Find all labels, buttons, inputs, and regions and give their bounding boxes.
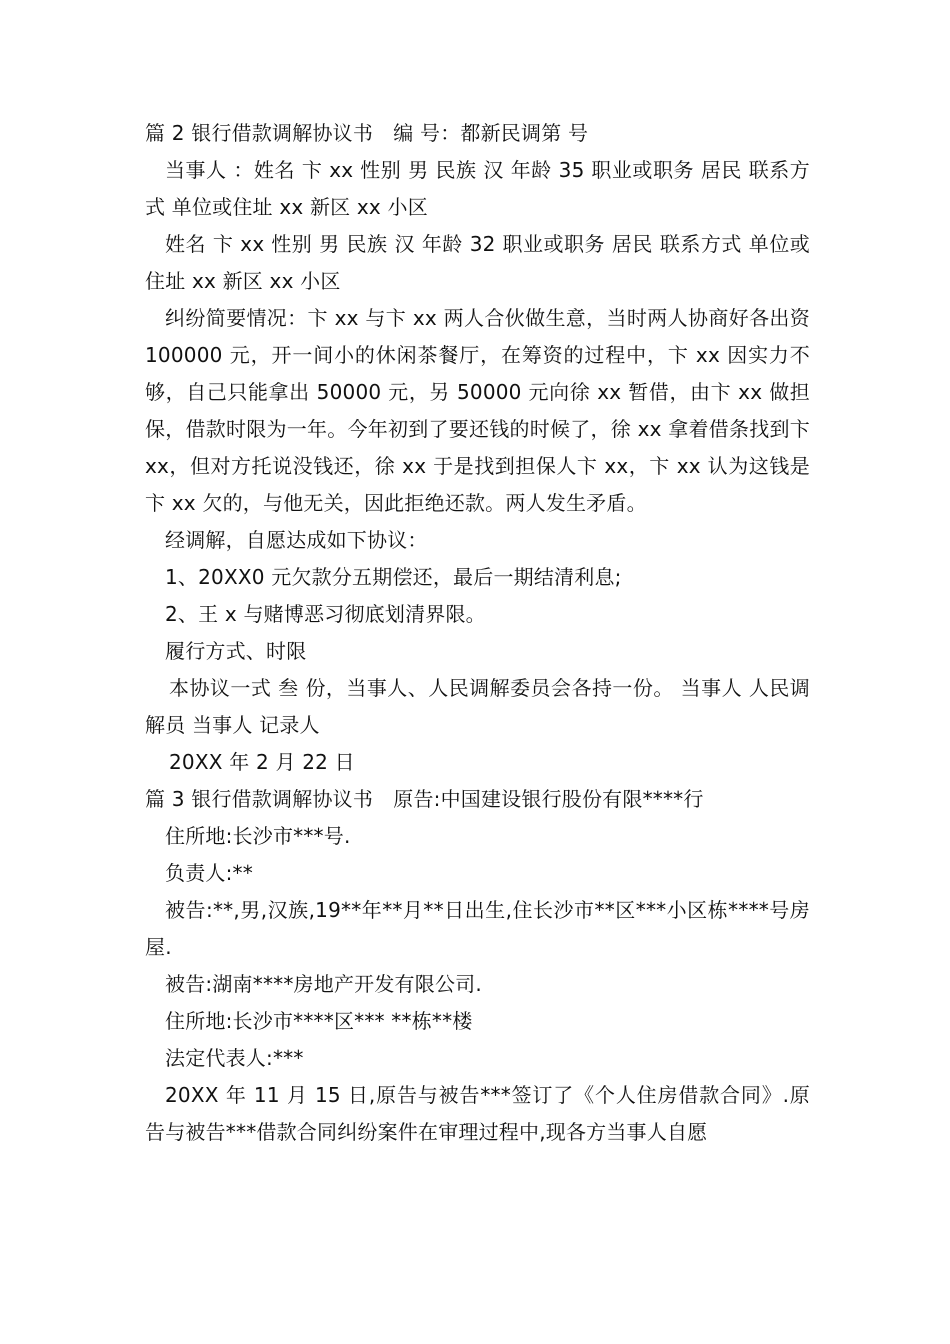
section-heading-3: 篇 3 银行借款调解协议书 原告:中国建设银行股份有限****行: [145, 787, 704, 811]
plaintiff-address: 住所地:长沙市***号.: [165, 824, 351, 848]
defendant-2-address: 住所地:长沙市****区*** **栋**楼: [165, 1009, 473, 1033]
dispute-summary: 纠纷简要情况：卞 xx 与卞 xx 两人合伙做生意，当时两人协商好各出资 100000 元，开一间小的休闲茶餐厅，在筹资的过程中，卞 xx 因实力不够，自己只能拿出 50000 元，另 50000 元向徐 xx 暂借，由卞 xx 做担保，借款时限为一年。今年初到了要还钱的时候了，徐 xx 拿着借条找到卞 xx，但对方托说没钱还，徐 xx 于是找到担保人卞 xx，卞 xx 认为这钱是卞 xx 欠的，与他无关，因此拒绝还款。两人发生矛盾。: [145, 306, 817, 515]
agreement-intro: 经调解，自愿达成如下协议：: [165, 528, 428, 552]
agreement-date: 20XX 年 2 月 22 日: [169, 750, 355, 774]
party-1-info: 当事人 ：姓名 卞 xx 性别 男 民族 汉 年龄 35 职业或职务 居民 联系方式 单位或住址 xx 新区 xx 小区: [145, 158, 810, 219]
case-facts: 20XX 年 11 月 15 日,原告与被告***签订了《个人住房借款合同》.原告与被告***借款合同纠纷案件在审理过程中,现各方当事人自愿: [145, 1083, 810, 1144]
plaintiff-head: 负责人:**: [165, 861, 253, 885]
defendant-2-info: 被告:湖南****房地产开发有限公司.: [165, 972, 482, 996]
defendant-1-info: 被告:**,男,汉族,19**年**月**日出生,住长沙市**区***小区栋****号房屋.: [145, 898, 810, 959]
section-heading-2: 篇 2 银行借款调解协议书 编 号：都新民调第 号: [145, 121, 589, 145]
document-body: [145, 115, 817, 1151]
agreement-term-2: 2、王 x 与赌博恶习彻底划清界限。: [165, 602, 486, 626]
performance-method: 履行方式、时限: [165, 639, 307, 663]
agreement-term-1: 1、20XX0 元欠款分五期偿还，最后一期结清利息;: [165, 565, 622, 589]
legal-representative: 法定代表人:***: [165, 1046, 304, 1070]
copies-clause: 本协议一式 叁 份，当事人、人民调解委员会各持一份。 当事人 人民调解员 当事人 记录人: [145, 676, 810, 737]
party-2-info: 姓名 卞 xx 性别 男 民族 汉 年龄 32 职业或职务 居民 联系方式 单位或住址 xx 新区 xx 小区: [145, 232, 810, 293]
